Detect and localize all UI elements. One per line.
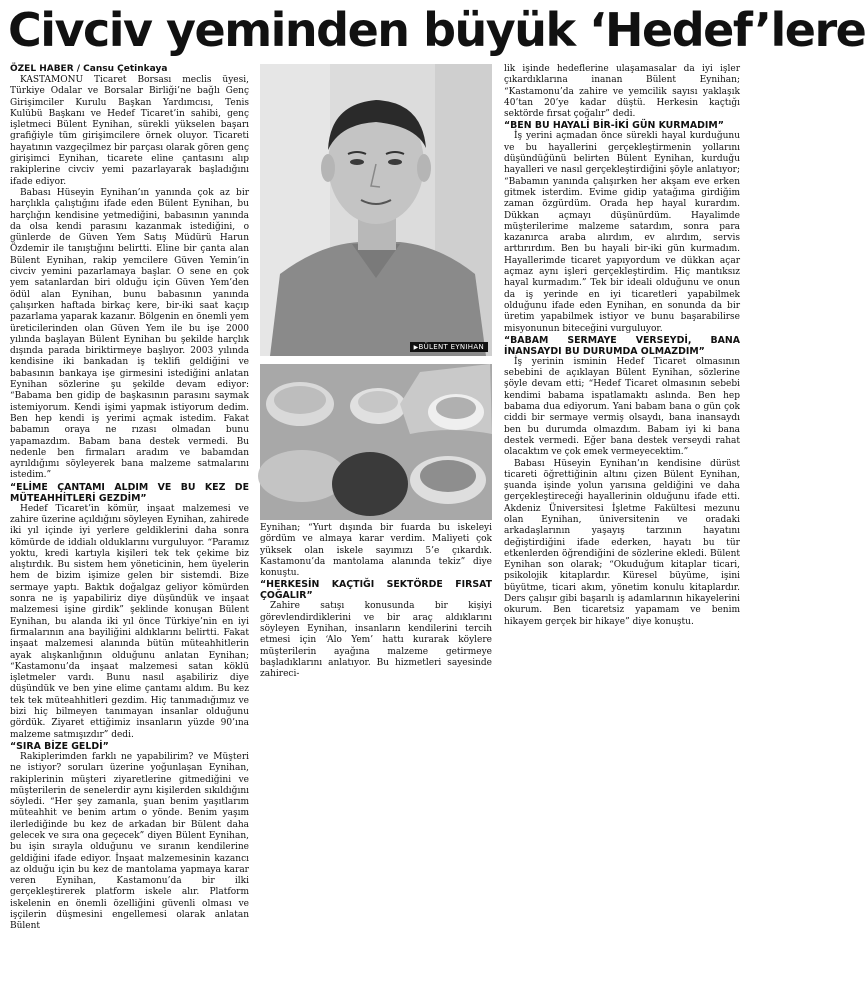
paragraph: Zahire satışı konusunda bir kişiyi görevlendirdiklerini ve bir araç aldıklarını söyleyen Eynihan, insanların kendilerini tercih etmesi için ‘Alo Yem’ hattı kurarak köylere müşterilerin ayağına malzeme getirmeye başladıklarını anlatıyor. Bu hizmetleri sayesinde zahireci-: [260, 601, 492, 680]
paragraph: Rakiplerimden farklı ne yapabilirim? ve Müşteri ne istiyor? soruları üzerine yoğunlaşan Eynihan, rakiplerinin müşteri ziyaretlerine gitmediğini ve müşterilerin de senelerdir aynı kişilerden sıkıldığını söyledi. “Her şey zamanla, şuan benim yaşıtlarım müteahhit ve benim artım o yönde. Benim yaşım ilerlediğinde bu kez de arkadan bir Bülent daha gelecek ve sıra ona geçecek” diyen Bülent Eynihan, bu işin sırayla olduğunu ve sıranın kendilerine geldiğini ifade ediyor. İnşaat malzemesinin kazancı az olduğu için bu kez de mantolama yapmaya karar veren Eynihan, Kastamonu’da bir ilki gerçekleştirerek platform iskele alır. Platform iskelenin en önemli özelliğini güvenli olması ve işçilerin düşmesini engellemesi olarak anlatan Bülent: [10, 751, 249, 932]
subheading: “BEN BU HAYALİ BİR-İKİ GÜN KURMADIM”: [504, 120, 724, 132]
subheading: “BABAM SERMAYE VERSEYDİ, BANA İNANSAYDI BU DURUMDA OLMAZDIM”: [504, 334, 740, 357]
paragraph: İş yerini açmadan önce sürekli hayal kurduğunu ve bu hayallerini gerçekleştirmenin yollarını düşündüğünü belirten Bülent Eynihan, kurduğu hayalleri ve nasıl gerçekleştirdiğini şöyle anlatıyor; “Babamın yanında çalışırken her akşam eve erken gitmek isterdim. Evime gidip yatağıma girdiğim zaman özgürdüm. Orada hep hayal kurardım. Dükkan açmayı düşünürdüm. Hayalimde müşterilerime malzeme satardım, sonra para kazanırca araba alırdım, ev alırdım, servis arttırırdım. Ben bu hayali bir-iki gün kurmadım. Hayallerimde ticaret yapıyordum ve dükkan açar açmaz aynı işleri gerçekleştirdim. Hiç mantıksız hayal kurmadım.” Tek bir ideali olduğunu ve onun da iş yerinde en iyi ticaretleri yapabilmek olduğunu ifade eden Eynihan, en sonunda da bir üretim yapabilmek istiyor ve bunu başarabilirse misyonunun biteceğini vurguluyor.: [504, 131, 740, 334]
paragraph: Hedef Ticaret’in kömür, inşaat malzemesi ve zahire üzerine açıldığını söyleyen Eynihan, zahirede iki yıl içinde iyi yerlere geldiklerini daha sonra kömürde de iddialı olduklarını vurguluyor. “Paramız yoktu, kredi kartıyla kişileri tek tek çekime biz alıştırdık. Bu sistem hem yöneticinin, hem üyelerin hem de bizim işimize gelen bir sistemdi. Bize sermaye yaptı. Baktık doğalgaz geliyor kömürden sonra ne iş yapabiliriz diye düşündük ve inşaat malzemesi işine girdik” şeklinde konuşan Bülent Eynihan, bu alanda iki yıl önce Türkiye’nin en iyi firmalarının ana bayiliğini aldıklarını belirtti. Fakat inşaat malzemesi alanında bütün müteahhitlerin ayak alışkanlığının olduğunu anlatan Eynihan; “Kastamonu’da inşaat malzemesi satan köklü işletmeler vardı. Bunu nasıl aşabiliriz diye düşündük ve ben yine elime çantamı aldım. Bu kez tek tek müteahhitleri gezdim. Hiç tanımadığımız ve bizi hiç bilmeyen tanımayan insanlar olduğunu gördük. Ziyaret ettiğimiz insanların yüzde 90’ına malzeme satmışızdır” dedi.: [10, 503, 249, 740]
grains-illustration: [260, 364, 492, 520]
portrait-photo: [260, 64, 492, 356]
paragraph: İş yerinin isminin Hedef Ticaret olmasının sebebini de açıklayan Bülent Eynihan, sözlerine şöyle devam etti; “Hedef Ticaret olmasının sebebi kendimi babama ispatlamaktı aslında. Ben hep babama dua ediyorum. Yani babam bana o gün çok ciddi bir sermaye vermiş olsaydı, bana inansaydı ben bu durumda olmazdım. Babam iyi ki bana destek vermedi. Eğer bana destek verseydi rahat olacaktım ve çok emek vermeyecektim.”: [504, 356, 740, 458]
paragraph: Babası Hüseyin Eynihan’ın kendisine dürüst ticareti öğrettiğinin altını çizen Bülent Eynihan, şuanda işinde yolun yarısına geldiğini ve daha gerçekleştireceği hayallerinin olduğunu ifade etti. Akdeniz Üniversitesi İşletme Fakültesi mezunu olan Eynihan, üniversitenin ve oradaki arkadaşlarının yaşayış tarzının hayatını değiştirdiğini ifade ederken, hayatı bu tür etkenlerden öğrendiğini de sözlerine ekledi. Bülent Eynihan son olarak; “Okuduğum kitaplar ticari, psikolojik kitaplardır. Küresel büyüme, işini büyütme, ticari akım, yönetim konulu kitaplardır. Ders çalışır gibi başarılı iş adamlarının hikayelerini okurum. Ben ticaretsiz yapamam ve benim hikayem gerçek bir hikaye” diye konuştu.: [504, 458, 740, 627]
paragraph: lik işinde hedeflerine ulaşamasalar da iyi işler çıkardıklarına inanan Bülent Eynihan; “Kastamonu’da zahire ve yemcilik sayısı yaklaşık 40’tan 20’ye kadar düştü. Herkesin kaçtığı sektörde fırsat çoğalır” dedi.: [504, 64, 740, 120]
byline: ÖZEL HABER / Cansu Çetinkaya: [10, 64, 168, 74]
grains-photo: [260, 364, 492, 520]
column-1: [10, 64, 249, 998]
photo-caption: ▶ BÜLENT EYNIHAN: [410, 342, 488, 352]
paragraph: Babası Hüseyin Eynihan’ın yanında çok az bir harçlıkla çalıştığını ifade eden Bülent Eynihan, bu harçlığın kendisine yetmediğini, babasının yanında da olsa kendi parasını kazanmak istediğini, o günlerde de Güven Yem Satış Müdürü Harun Özdemir ile tanıştığını belirtti. Eline bir çanta alan Bülent Eynihan, rakip yemcilere Güven Yemin’in civciv yemini pazarlamaya başlar. O sene en çok yem satanlardan biri olduğu için Güven Yem’den ödül alan Eynihan, bunu babasının yanında çalışırken haftada birkaç kere, bir-iki saat kaçıp pazarlama yaparak kazanır. Bölgenin en önemli yem üreticilerinden olan Güven Yem ile bu işe 2000 yılında başlayan Bülent Eynihan bu şekilde harçlık dışında parada biriktirmeye başlıyor. 2003 yılında kendisine iki bankadan iş teklifi geldiğini ve babasının bankaya işe girmesini istediğini anlatan Eynihan sözlerine şu şekilde devam ediyor: “Babama ben gidip de başkasının parasını saymak istemiyorum. Kendi işimi yapmak istiyorum dedim. Ben hep kendi iş yerimi açmak istedim. Fakat babamın oraya ne rızası olmadan bunu yapamazdım. Babam bana destek vermedi. Bu nedenle ben firmaları aradım ve babamdan ayrıldığımı söyleyerek bana malzeme satmalarını istedim.”: [10, 187, 249, 481]
paragraph: KASTAMONU Ticaret Borsası meclis üyesi, Türkiye Odalar ve Borsalar Birliği’ne bağlı Genç Girişimciler Kurulu Başkan Yardımcısı, Tenis Kulübü Başkanı ve Hedef Ticaret’in sahibi, genç işletmeci Bülent Eynihan, sürekli yükselen başarı grafiğiyle tüm girişimcilere örnek oluyor. Ticareti hayatının vazgeçilmez bir parçası olarak gören genç girişimci Eynihan, ticarete eline çantasını alıp rakiplerine civciv yemi pazarlayarak başladığını ifade ediyor.: [10, 75, 250, 187]
portrait-illustration: [260, 64, 492, 356]
column-2: [260, 523, 492, 683]
column-3: [504, 64, 740, 686]
paragraph: Eynihan; “Yurt dışında bir fuarda bu iskeleyi gördüm ve almaya karar verdim. Maliyeti çok yüksek olan iskele sayımızı 5’e çıkardık. Kastamonu’da mantolama alanında tekiz” diye konuştu.: [260, 523, 492, 579]
subheading: “SIRA BİZE GELDİ”: [10, 740, 109, 752]
subheading: “ELİME ÇANTAMI ALDIM VE BU KEZ DE MÜTEAHHİTLERİ GEZDİM”: [10, 481, 249, 504]
headline: Civciv yeminden büyük ‘Hedef’lere: [8, 3, 865, 57]
subheading: “HERKESİN KAÇTIĞI SEKTÖRDE FIRSAT ÇOĞALIR”: [260, 579, 492, 602]
